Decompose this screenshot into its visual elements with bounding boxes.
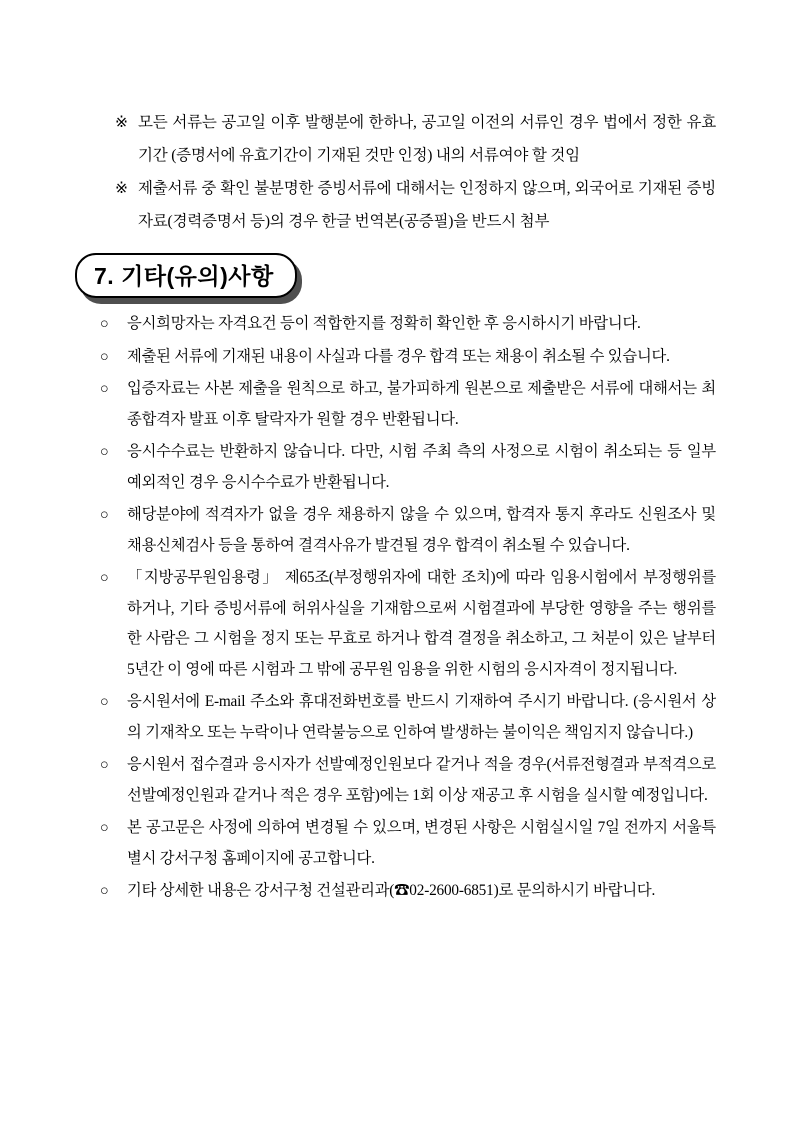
section-title-box	[75, 253, 297, 298]
section-header	[75, 253, 716, 298]
bullet-item	[100, 500, 716, 561]
section-title: 7. 기타(유의)사항	[94, 263, 274, 289]
bullet-text: 입증자료는 사본 제출을 원칙으로 하고, 불가피하게 원본으로 제출받은 서류에 대해서는 최종합격자 발표 이후 탈락자가 원할 경우 반환됩니다.	[127, 380, 716, 428]
bullet-item	[100, 876, 716, 907]
circle-bullet-icon: ○	[100, 883, 109, 899]
bullet-list	[100, 309, 716, 907]
note-text: 제출서류 중 확인 불분명한 증빙서류에 대해서는 인정하지 않으며, 외국어로 기재된 증빙자료(경력증명서 등)의 경우 한글 번역본(공증필)을 반드시 첨부	[138, 180, 716, 230]
bullet-text: 응시원서 접수결과 응시자가 선발예정인원보다 같거나 적을 경우(서류전형결과 부적격으로 선발예정인원과 같거나 적은 경우 포함)에는 1회 이상 재공고 후 시험을 실시할 예정입니다.	[127, 756, 716, 804]
bullet-item	[100, 374, 716, 435]
bullet-text: 응시희망자는 자격요건 등이 적합한지를 정확히 확인한 후 응시하시기 바랍니다.	[127, 315, 641, 332]
circle-bullet-icon: ○	[100, 316, 109, 332]
bullet-text: 기타 상세한 내용은 강서구청 건설관리과(☎02-2600-6851)로 문의하시기 바랍니다.	[127, 882, 656, 899]
bullet-text: 「지방공무원임용령」 제65조(부정행위자에 대한 조치)에 따라 임용시험에서 부정행위를 하거나, 기타 증빙서류에 허위사실을 기재함으로써 시험결과에 부당한 영향을 주는 행위를 한 사람은 그 시험을 정지 또는 무효로 하거나 합격 결정을 취소하고, 그 처분이 있은 날부터 5년간 이 영에 따른 시험과 그 밖에 공무원 임용을 위한 시험의 응시자격이 정지됩니다.	[127, 569, 716, 678]
note-item	[115, 172, 716, 238]
bullet-item	[100, 687, 716, 748]
bullet-item	[100, 750, 716, 811]
bullet-text: 응시수수료는 반환하지 않습니다. 다만, 시험 주최 측의 사정으로 시험이 취소되는 등 일부 예외적인 경우 응시수수료가 반환됩니다.	[127, 443, 716, 491]
bullet-item	[100, 309, 716, 340]
circle-bullet-icon: ○	[100, 694, 109, 710]
circle-bullet-icon: ○	[100, 507, 109, 523]
circle-bullet-icon: ○	[100, 381, 109, 397]
reference-mark-icon: ※	[115, 180, 128, 197]
note-item	[115, 106, 716, 172]
reference-mark-icon: ※	[115, 114, 128, 131]
note-text: 모든 서류는 공고일 이후 발행분에 한하나, 공고일 이전의 서류인 경우 법에서 정한 유효기간 (증명서에 유효기간이 기재된 것만 인정) 내의 서류여야 할 것임	[138, 114, 716, 164]
circle-bullet-icon: ○	[100, 348, 109, 365]
circle-bullet-icon: ○	[100, 757, 109, 773]
circle-bullet-icon: ○	[100, 570, 109, 586]
bullet-item	[100, 342, 716, 373]
circle-bullet-icon: ○	[100, 820, 109, 836]
bullet-text: 본 공고문은 사정에 의하여 변경될 수 있으며, 변경된 사항은 시험실시일 7일 전까지 서울특별시 강서구청 홈페이지에 공고합니다.	[127, 819, 716, 867]
bullet-text: 해당분야에 적격자가 없을 경우 채용하지 않을 수 있으며, 합격자 통지 후라도 신원조사 및 채용신체검사 등을 통하여 결격사유가 발견될 경우 합격이 취소될 수 있습니다.	[127, 506, 716, 554]
bullet-item	[100, 437, 716, 498]
circle-bullet-icon: ○	[100, 444, 109, 460]
notes-list	[115, 106, 716, 238]
bullet-text: 제출된 서류에 기재된 내용이 사실과 다를 경우 합격 또는 채용이 취소될 수 있습니다.	[127, 347, 670, 365]
bullet-item	[100, 563, 716, 685]
bullet-text: 응시원서에 E-mail 주소와 휴대전화번호를 반드시 기재하여 주시기 바랍니다. (응시원서 상의 기재착오 또는 누락이나 연락불능으로 인하여 발생하는 불이익은 책임지지 않습니다.)	[127, 693, 716, 741]
bullet-item	[100, 813, 716, 874]
